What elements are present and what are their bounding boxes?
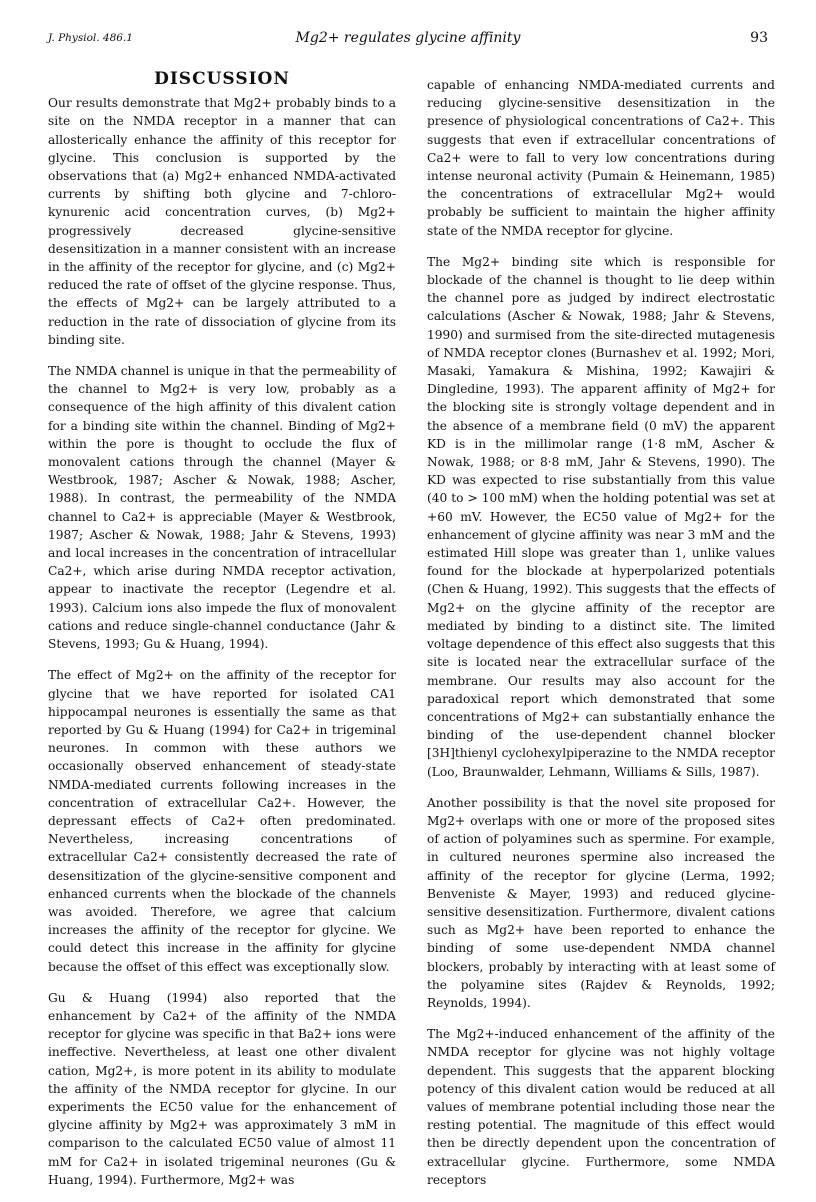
paragraph: The effect of Mg2+ on the affinity of the receptor for glycine that we have reported for isolated CA1 hippocampal neurones is essentially the same as that reported by Gu & Huang (1994) for Ca2+ in trigeminal neurones. In common with these authors we occasionally observed enhancement of steady-state NMDA-mediated currents following increases in the concentration of extracellular Ca2+. However, the depressant effects of Ca2+ often predominated. Nevertheless, increasing concentrations of extracellular Ca2+ consistently decreased the rate of desensitization of the glycine-sensitive component and enhanced currents when the blockade of the channels was avoided. Therefore, we agree that calcium increases the affinity of the receptor for glycine. We could detect this increase in the affinity for glycine because the offset of this effect was exceptionally slow.: [48, 668, 396, 974]
running-header: [48, 30, 768, 52]
paragraph: The Mg2+ binding site which is responsible for blockade of the channel is thought to lie deep within the channel pore as judged by indirect electrostatic calculations (Ascher & Nowak, 1988; Jahr & Stevens, 1990) and surmised from the site-directed mutagenesis of NMDA receptor clones (Burnashev et al. 1992; Mori, Masaki, Yamakura & Mishina, 1992; Kawajiri & Dingledine, 1993). The apparent affinity of Mg2+ for the blocking site is strongly voltage dependent and in the absence of a membrane field (0 mV) the apparent KD is in the millimolar range (1·8 mM, Ascher & Nowak, 1988; or 8·8 mM, Jahr & Stevens, 1990). The KD was expected to rise substantially from this value (40 to > 100 mM) when the holding potential was set at +60 mV. However, the EC50 value of Mg2+ for the enhancement of glycine affinity was near 3 mM and the estimated Hill slope was greater than 1, unlike values found for the blockade at hyperpolarized potentials (Chen & Huang, 1992). This suggests that the effects of Mg2+ on the glycine affinity of the receptor are mediated by binding to a distinct site. The limited voltage dependence of this effect also suggests that this site is located near the extracellular surface of the membrane. Our results may also account for the paradoxical report which demonstrated that some concentrations of Mg2+ can substantially enhance the binding of the use-dependent channel blocker [3H]thienyl cyclohexylpiperazine to the NMDA receptor (Loo, Braunwalder, Lehmann, Williams & Sills, 1987).: [427, 254, 775, 779]
paragraph: Our results demonstrate that Mg2+ probably binds to a site on the NMDA receptor in a manner that can allosterically enhance the affinity of this receptor for glycine. This conclusion is supported by the observations that (a) Mg2+ enhanced NMDA-activated currents by shifting both glycine and 7-chloro-kynurenic acid concentration curves, (b) Mg2+ progressively decreased glycine-sensitive desensitization in a manner consistent with an increase in the affinity of the receptor for glycine, and (c) Mg2+ reduced the rate of offset of the glycine response. Thus, the effects of Mg2+ can be largely attributed to a reduction in the rate of dissociation of glycine from its binding site.: [48, 96, 396, 347]
right-column: [427, 76, 775, 1202]
paragraph: The Mg2+-induced enhancement of the affinity of the NMDA receptor for glycine was not highly voltage dependent. This suggests that the apparent blocking potency of this divalent cation would be reduced at all values of membrane potential including those near the resting potential. The magnitude of this effect would then be directly dependent upon the concentration of extracellular glycine. Furthermore, some NMDA receptors: [427, 1027, 775, 1187]
journal-citation: J. Physiol. 486.1: [48, 32, 133, 44]
section-title: DISCUSSION: [154, 69, 290, 89]
running-title: Mg2+ regulates glycine affinity: [295, 30, 521, 46]
paragraph: The NMDA channel is unique in that the permeability of the channel to Mg2+ is very low, probably as a consequence of the high affinity of this divalent cation for a binding site within the channel. Binding of Mg2+ within the pore is thought to occlude the flux of monovalent cations through the channel (Mayer & Westbrook, 1987; Ascher & Nowak, 1988; Ascher, 1988). In contrast, the permeability of the NMDA channel to Ca2+ is appreciable (Mayer & Westbrook, 1987; Ascher & Nowak, 1988; Jahr & Stevens, 1993) and local increases in the concentration of intracellular Ca2+, which arise during NMDA receptor activation, appear to inactivate the receptor (Legendre et al. 1993). Calcium ions also impede the flux of monovalent cations and reduce single-channel conductance (Jahr & Stevens, 1993; Gu & Huang, 1994).: [48, 364, 396, 652]
left-column: [48, 70, 396, 1202]
paragraph: Gu & Huang (1994) also reported that the enhancement by Ca2+ of the affinity of the NMDA receptor for glycine was specific in that Ba2+ ions were ineffective. Nevertheless, at least one other divalent cation, Mg2+, is more potent in its ability to modulate the affinity of the NMDA receptor for glycine. In our experiments the EC50 value for the enhancement of glycine affinity by Mg2+ was approximately 3 mM in comparison to the calculated EC50 value of almost 11 mM for Ca2+ in isolated trigeminal neurones (Gu & Huang, 1994). Furthermore, Mg2+ was: [48, 990, 396, 1187]
page-number: 93: [750, 30, 768, 46]
paragraph: Another possibility is that the novel site proposed for Mg2+ overlaps with one or more of the proposed sites of action of polyamines such as spermine. For example, in cultured neurones spermine also increased the affinity of the receptor for glycine (Lerma, 1992; Benveniste & Mayer, 1993) and reduced glycine-sensitive desensitization. Furthermore, divalent cations such as Mg2+ have been reported to enhance the binding of some use-dependent NMDA channel blockers, probably by interacting with at least some of the polyamine sites (Rajdev & Reynolds, 1992; Reynolds, 1994).: [427, 795, 775, 1010]
paragraph: capable of enhancing NMDA-mediated currents and reducing glycine-sensitive desensitization in the presence of physiological concentrations of Ca2+. This suggests that even if extracellular concentrations of Ca2+ were to fall to very low concentrations during intense neuronal activity (Pumain & Heinemann, 1985) the concentrations of extracellular Mg2+ would probably be sufficient to maintain the higher affinity state of the NMDA receptor for glycine.: [427, 78, 775, 238]
